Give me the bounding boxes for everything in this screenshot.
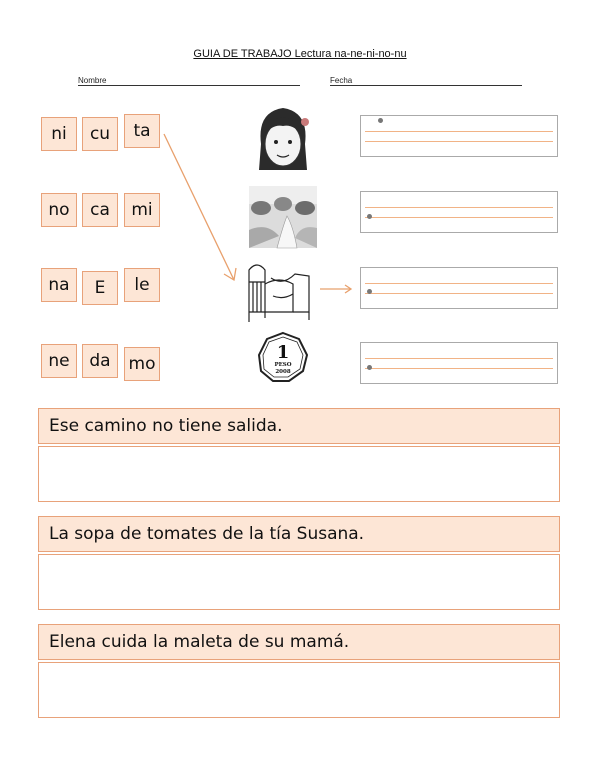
sentence-box: Ese camino no tiene salida. <box>38 408 560 444</box>
answer-box[interactable] <box>38 446 560 502</box>
name-label: Nombre <box>78 76 107 85</box>
landscape-road-icon <box>247 180 319 252</box>
girl-face-icon <box>247 104 319 176</box>
sentence-box: Elena cuida la maleta de su mamá. <box>38 624 560 660</box>
syllable-box[interactable]: E <box>82 271 118 305</box>
syllable-box[interactable]: no <box>41 193 77 227</box>
page-title: GUIA DE TRABAJO Lectura na-ne-ni-no-nu <box>193 48 407 60</box>
start-dot <box>367 214 372 219</box>
date-label: Fecha <box>330 76 353 85</box>
guide-line <box>365 358 553 359</box>
sentence-box: La sopa de tomates de la tía Susana. <box>38 516 560 552</box>
guide-line <box>365 141 553 142</box>
syllable-box[interactable]: da <box>82 344 118 378</box>
syllable-box[interactable]: mo <box>124 347 160 381</box>
guide-line <box>365 293 553 294</box>
syllable-box[interactable]: ta <box>124 114 160 148</box>
syllable-box[interactable]: ca <box>82 193 118 227</box>
syllable-box[interactable]: cu <box>82 117 118 151</box>
writing-box[interactable] <box>360 267 558 309</box>
writing-box[interactable] <box>360 342 558 384</box>
answer-box[interactable] <box>38 662 560 718</box>
arrow-icon <box>320 285 351 293</box>
syllable-box[interactable]: ni <box>41 117 77 151</box>
start-dot <box>367 365 372 370</box>
arrow-icon <box>164 134 236 280</box>
guide-line <box>365 283 553 284</box>
syllable-box[interactable]: na <box>41 268 77 302</box>
syllable-box[interactable]: ne <box>41 344 77 378</box>
coin-icon <box>257 331 309 383</box>
syllable-box[interactable]: mi <box>124 193 160 227</box>
guide-line <box>365 368 553 369</box>
guide-line <box>365 207 553 208</box>
answer-box[interactable] <box>38 554 560 610</box>
writing-box[interactable] <box>360 191 558 233</box>
coin-year: 2008 <box>275 369 291 375</box>
guide-line <box>365 131 553 132</box>
coin-word: PESO <box>274 362 292 368</box>
crib-icon <box>243 256 315 328</box>
coin-number: 1 <box>276 342 290 363</box>
guide-line <box>365 217 553 218</box>
syllable-box[interactable]: le <box>124 268 160 302</box>
writing-box[interactable] <box>360 115 558 157</box>
start-dot <box>378 118 383 123</box>
start-dot <box>367 289 372 294</box>
